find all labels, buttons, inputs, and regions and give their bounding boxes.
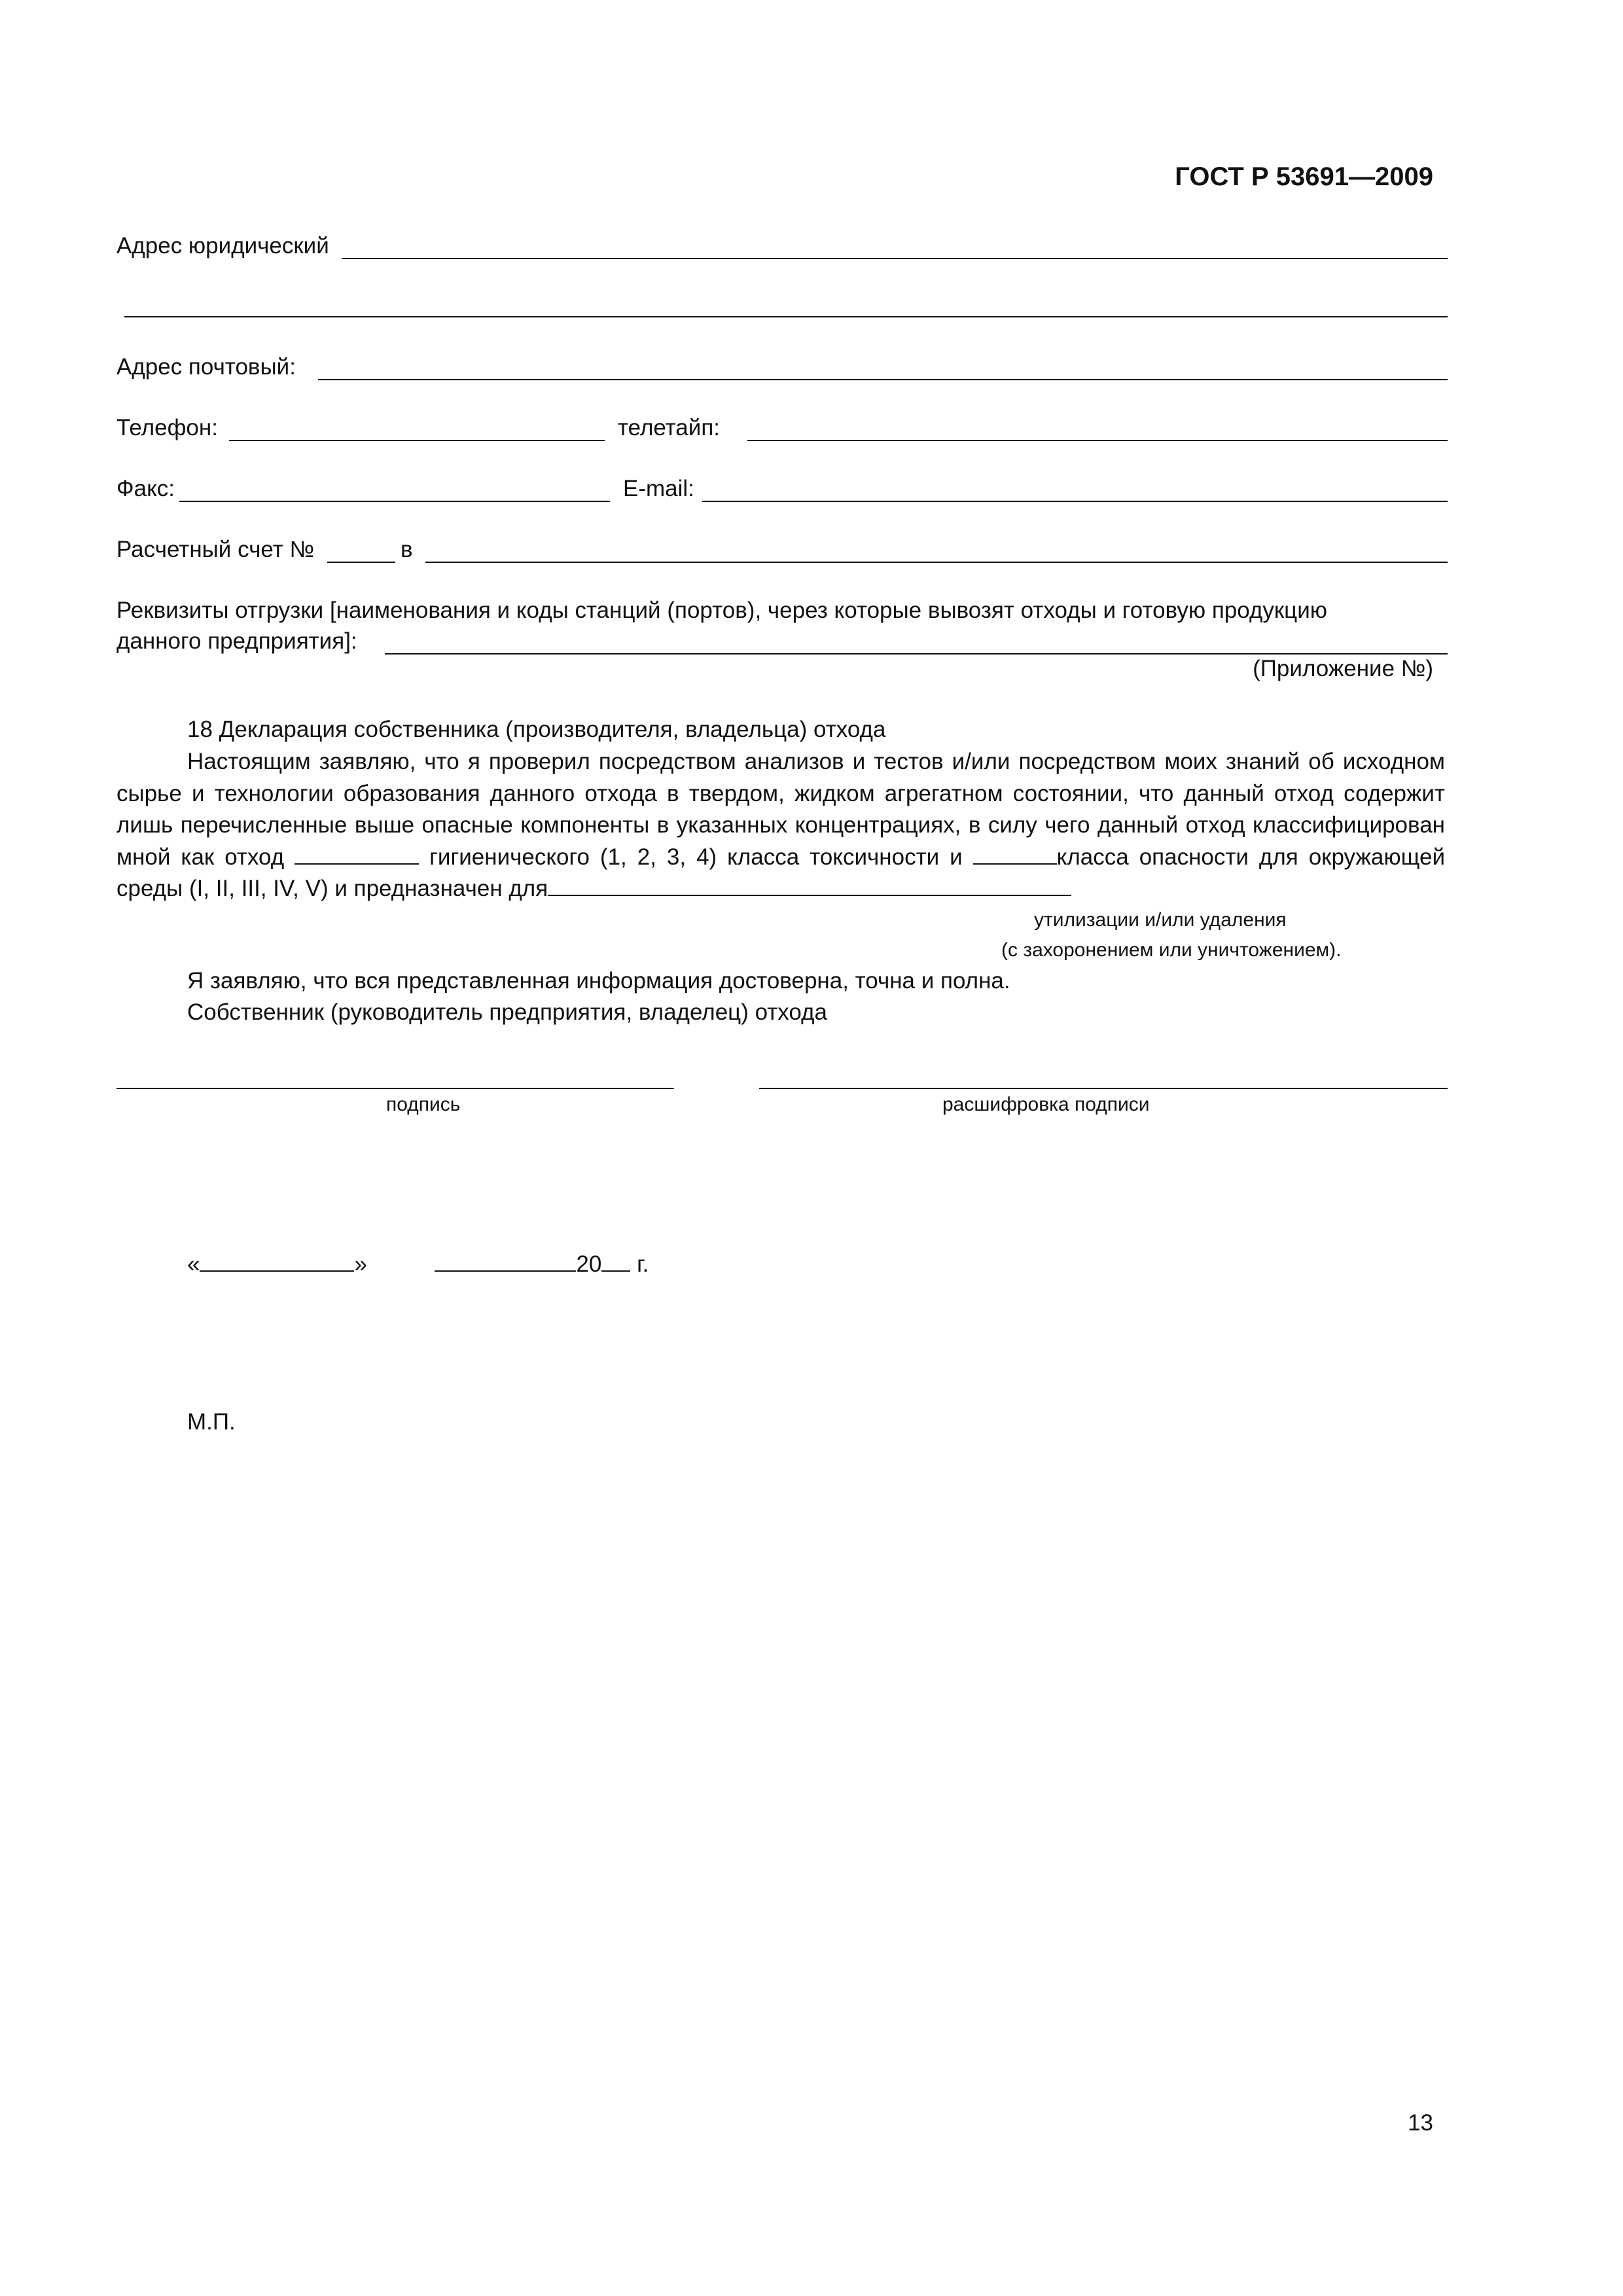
legal-address-label: Адрес юридический [116, 233, 329, 259]
date-year-suffix: г. [637, 1251, 649, 1277]
signature-caption: подпись [386, 1094, 461, 1115]
purpose-hint-line1: утилизации и/или удаления [1034, 909, 1287, 931]
teletype-field[interactable] [747, 440, 1448, 441]
signature-decoding-field[interactable] [759, 1088, 1448, 1089]
account-number-field[interactable] [327, 562, 395, 563]
signature-decoding-caption: расшифровка подписи [942, 1094, 1150, 1115]
declaration-heading: 18 Декларация собственника (производителя, владельца) отхода [187, 717, 886, 742]
declaration-statement: Я заявляю, что вся представленная информация достоверна, точна и полна. [187, 968, 1010, 994]
date-line [187, 1251, 649, 1278]
postal-address-label: Адрес почтовый: [116, 354, 296, 380]
bank-field[interactable] [425, 562, 1448, 563]
declaration-body [116, 746, 1445, 905]
shipping-label-line2: данного предприятия]: [116, 628, 357, 654]
fax-field[interactable] [179, 501, 610, 502]
email-label: E-mail: [623, 476, 694, 501]
day-field[interactable] [200, 1252, 354, 1272]
signature-field[interactable] [116, 1088, 674, 1089]
legal-address-field[interactable] [342, 258, 1448, 259]
fax-label: Факс: [116, 476, 175, 501]
teletype-label: телетайп: [618, 415, 720, 440]
declaration-body-part1: Настоящим заявляю, что я проверил посредством анализов и тестов и/или посредством моих знаний об исходном сырье и технологии образования данного отхода в твердом, жидком агрегатном состоянии, что данный отход содержит лишь перечисленные выше опасные компоненты в указанных концентрациях, в силу чего данный отход классифицирован мной как отход [116, 749, 1445, 870]
declaration-owner: Собственник (руководитель предприятия, владелец) отхода [187, 999, 828, 1025]
purpose-field[interactable] [548, 876, 1071, 896]
year-field[interactable] [601, 1252, 630, 1272]
postal-address-field[interactable] [318, 379, 1448, 380]
legal-address-field-line2[interactable] [124, 316, 1448, 317]
shipping-field[interactable] [385, 653, 1448, 655]
date-century: 20 [576, 1251, 602, 1277]
phone-label: Телефон: [116, 415, 218, 440]
declaration-body-text [116, 746, 1445, 905]
email-field[interactable] [702, 501, 1448, 502]
account-in-label: в [401, 537, 413, 562]
shipping-label-line1: Реквизиты отгрузки [наименования и коды станций (портов), через которые вывозят отходы и готовую продукцию [116, 598, 1328, 623]
account-label: Расчетный счет № [116, 537, 315, 562]
date-close-quote: » [354, 1251, 367, 1277]
declaration-body-part3: класса опасности для окружающей среды (I, II, III, IV, V) и предназначен для [116, 844, 1445, 901]
month-field[interactable] [435, 1252, 576, 1272]
hazard-class-field[interactable] [973, 845, 1057, 865]
page-number: 13 [1408, 2110, 1433, 2136]
purpose-hint-line2: (с захоронением или уничтожением). [1001, 939, 1342, 961]
waste-class-field[interactable] [294, 845, 419, 865]
date-open-quote: « [187, 1251, 200, 1277]
appendix-note: (Приложение №) [1253, 656, 1433, 681]
standard-number: ГОСТ Р 53691—2009 [1175, 162, 1433, 191]
declaration-body-part2: гигиенического (1, 2, 3, 4) класса токсичности и [429, 844, 963, 870]
phone-field[interactable] [229, 440, 605, 441]
stamp-placeholder: М.П. [187, 1409, 236, 1435]
